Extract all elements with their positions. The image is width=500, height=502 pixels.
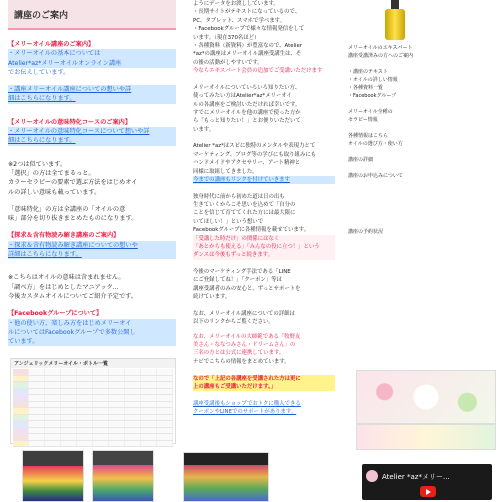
table-cell <box>13 389 29 395</box>
note-text: ルの詳しい意味も載っています。 <box>8 188 101 196</box>
table-cell <box>29 369 45 375</box>
table-cell <box>125 434 141 440</box>
table-cell <box>61 395 77 401</box>
text-line: 以下のリンクからご覧ください。 <box>193 319 274 326</box>
exploration-course-heading: 【探求＆含有物読み解き講座のご案内】 <box>8 232 120 240</box>
text-line: ナビでこちらの情報をまとめています。 <box>193 358 290 365</box>
table-cell <box>109 376 125 382</box>
text-line <box>348 100 494 108</box>
table-cell <box>29 382 45 388</box>
text-line: オイルの選び方・使い方 <box>348 141 403 147</box>
table-cell <box>29 395 45 401</box>
table-cell <box>157 408 173 414</box>
text-line: にご登録してね！」「クーポン」等は <box>193 277 282 284</box>
table-cell <box>13 441 29 447</box>
table-cell <box>157 441 173 447</box>
course-intro-heading: 【メリーオイル講座のご案内】 <box>8 41 95 48</box>
text-line: クーポンやLINEでのサポートがあります。 <box>193 409 297 415</box>
table-cell <box>45 402 61 408</box>
table-cell <box>29 408 45 414</box>
exploration-course-link-2[interactable]: 詳細はこちらになります。 <box>8 250 176 259</box>
table-cell <box>125 415 141 421</box>
note-text: ※2つは似ています。 <box>8 160 67 168</box>
table-cell <box>61 415 77 421</box>
table-cell <box>13 395 29 401</box>
table-cell <box>141 441 157 447</box>
flower-banner-image[interactable] <box>356 370 496 424</box>
text-line <box>348 276 494 284</box>
text-line: *az*の講座はメリーオイル講座受講生は、そ <box>193 51 302 58</box>
course-details-link-2[interactable]: 細はこちらになります。 <box>8 94 176 103</box>
text-line: ら「もっと知りたい！」とお便りいただいて <box>193 118 301 125</box>
facebook-group-text: ルについてはFacebookグループで多数公開し <box>8 328 176 337</box>
text-line: メリーオイル全種の <box>348 109 393 115</box>
table-cell <box>93 402 109 408</box>
online-course-link[interactable]: Atelier*az*メリーオイルオンライン講座 <box>8 59 176 68</box>
table-cell <box>157 382 173 388</box>
table-cell <box>77 389 93 395</box>
course-thumbnail[interactable] <box>22 450 84 502</box>
table-cell <box>61 382 77 388</box>
text-line: 各種情報はこちら <box>348 133 389 139</box>
table-cell <box>45 408 61 414</box>
text-line: セラピー情報 <box>348 117 378 123</box>
table-cell <box>93 395 109 401</box>
table-cell <box>109 395 125 401</box>
course-thumbnail[interactable] <box>183 452 269 502</box>
text-line: 今ならエキスパート会員の追加でご受講いただけます <box>193 68 323 74</box>
table-cell <box>61 408 77 414</box>
text-line <box>348 164 494 172</box>
right-column <box>348 44 494 284</box>
text-line: 講座受講後もショップでおトクに購入できる <box>193 400 301 407</box>
table-cell <box>93 428 109 434</box>
text-line: ルの各講座をご検討いただければ幸いです。 <box>193 101 301 108</box>
flower-banner-image-2[interactable] <box>356 424 496 450</box>
table-cell <box>29 376 45 382</box>
table-cell <box>13 376 29 382</box>
text-line: なので「上記の各講座を受講された方は更に <box>193 375 335 383</box>
sidebar-info-block <box>348 44 494 284</box>
table-cell <box>125 369 141 375</box>
table-cell <box>141 402 157 408</box>
table-cell <box>93 421 109 427</box>
course-thumbnail[interactable] <box>92 450 154 502</box>
table-cell <box>77 376 93 382</box>
meaning-course-link-2[interactable]: 細はこちらになります。 <box>8 136 176 145</box>
text-line: 独身時代に前から初めた道は日の出も <box>193 193 285 200</box>
text-line: います。 <box>193 126 215 133</box>
table-row <box>13 441 173 448</box>
oil-bottle-image <box>382 0 408 40</box>
table-cell <box>13 415 29 421</box>
left-column <box>8 40 176 352</box>
text-line: なお、メリーオイルの大師範である「牧野友 <box>193 333 301 340</box>
note-text: 今後カスタムオイルについてご紹介予定です。 <box>8 292 138 300</box>
table-cell <box>13 402 29 408</box>
table-cell <box>13 428 29 434</box>
table-cell <box>109 369 125 375</box>
table-cell <box>141 395 157 401</box>
table-cell <box>29 389 45 395</box>
text-line: 今後のマーケティング手法である「LINE <box>193 269 291 275</box>
text-line: ・各種資料（新資料）が豊富なので、Atelier <box>193 42 303 49</box>
channel-avatar <box>366 470 378 482</box>
meaning-course-heading: 【メリーオイルの意味特化コースのご案内】 <box>8 118 132 126</box>
text-line: 今までの講座もリンクを付けていきます <box>193 176 335 184</box>
table-cell <box>125 376 141 382</box>
table-cell <box>109 408 125 414</box>
middle-column <box>193 0 335 416</box>
youtube-play-icon[interactable] <box>420 486 436 497</box>
text-line: 講座の予約状況 <box>348 229 384 235</box>
table-cell <box>61 376 77 382</box>
table-cell <box>13 421 29 427</box>
table-cell <box>61 389 77 395</box>
table-cell <box>157 428 173 434</box>
text-line: すでにメリーオイルを他の講座で使った方か <box>193 109 301 116</box>
table-cell <box>125 402 141 408</box>
text-line: ようにデータをお渡ししています。 <box>193 1 279 7</box>
table-cell <box>125 441 141 447</box>
table-cell <box>141 408 157 414</box>
table-cell <box>61 402 77 408</box>
text-line <box>193 391 335 399</box>
text-line <box>348 204 494 212</box>
mini-table <box>13 369 173 441</box>
course-intro-text: でお伝えしています。 <box>8 68 70 76</box>
text-line: ダンスは今後もずっと続きます。 <box>193 251 335 259</box>
table-cell <box>109 421 125 427</box>
text-line: 生きていくからこそ思いを込めて「自分の <box>193 202 296 208</box>
text-line <box>348 268 494 276</box>
text-line: います。（現在370名ほど） <box>193 34 260 41</box>
text-line <box>193 75 335 83</box>
table-cell <box>77 421 93 427</box>
table-cell <box>77 395 93 401</box>
text-line <box>348 180 494 188</box>
text-line: の後の活動がしやすいです。 <box>193 59 263 66</box>
table-cell <box>141 376 157 382</box>
text-line <box>193 302 335 310</box>
table-cell <box>141 369 157 375</box>
table-cell <box>93 434 109 440</box>
table-cell <box>13 434 29 440</box>
table-cell <box>77 382 93 388</box>
table-cell <box>141 382 157 388</box>
note-text: 味」部分を切り抜きまとめたものになります。 <box>8 215 138 223</box>
table-cell <box>157 389 173 395</box>
table-cell <box>29 434 45 440</box>
bottle-list-table-image <box>10 358 176 444</box>
table-cell <box>77 408 93 414</box>
table-cell <box>157 369 173 375</box>
text-line <box>348 244 494 252</box>
table-cell <box>109 402 125 408</box>
table-cell <box>109 428 125 434</box>
table-cell <box>157 415 173 421</box>
text-line <box>348 252 494 260</box>
text-line <box>348 60 494 68</box>
table-cell <box>77 402 93 408</box>
description-text-block-2 <box>193 333 335 417</box>
text-line: 講座受講済みの方へのご案内 <box>348 53 414 59</box>
facebook-group-text: ています。 <box>8 337 176 346</box>
table-cell <box>93 389 109 395</box>
text-line: Atelier *az*はスピに独特のメンタルや表現力とて <box>193 143 316 150</box>
table-cell <box>109 415 125 421</box>
table-cell <box>77 441 93 447</box>
table-cell <box>45 376 61 382</box>
table-cell <box>125 389 141 395</box>
text-line <box>348 196 494 204</box>
text-line: メリーオイルのエキスパート <box>348 45 413 51</box>
text-line <box>348 188 494 196</box>
note-text: 「意味特化」の方は全講座の「オイルの意 <box>8 205 126 213</box>
text-line <box>348 148 494 156</box>
text-line: ハンドメイドやアクセサリー、アート精神と <box>193 160 301 167</box>
text-line: 講座のお申込みについて <box>348 173 403 179</box>
text-line: ・講座のテキスト <box>348 69 388 75</box>
table-cell <box>93 369 109 375</box>
text-line: 使ってみたい方はAtelier*az*メリーオイ <box>193 93 292 100</box>
video-title[interactable]: Atelier *az*メリー... <box>382 473 450 481</box>
table-cell <box>109 382 125 388</box>
table-cell <box>13 369 29 375</box>
text-line: 講座の詳細 <box>348 157 374 163</box>
text-line: 続けています。 <box>193 294 231 301</box>
video-embed[interactable] <box>362 464 492 500</box>
table-cell <box>141 421 157 427</box>
table-cell <box>29 415 45 421</box>
basic-info-link[interactable]: ・メリーオイルの基本については <box>8 49 176 58</box>
table-cell <box>157 376 173 382</box>
table-cell <box>61 441 77 447</box>
note-text: カラーセラピーの要素で選ぶ方法をはじめオイ <box>8 179 138 187</box>
text-line: メリーオイルについていろいろ知りたい方、 <box>193 84 301 91</box>
table-cell <box>77 434 93 440</box>
text-line <box>193 366 335 374</box>
table-cell <box>77 415 93 421</box>
table-cell <box>125 395 141 401</box>
table-cell <box>157 421 173 427</box>
table-cell <box>93 441 109 447</box>
text-line: ・Facebookグループで様々な情報発信をして <box>193 26 305 33</box>
table-cell <box>157 434 173 440</box>
text-line <box>348 236 494 244</box>
text-line: ・オイルの詳しい情報 <box>348 77 398 83</box>
section-header-title: 講座のご案内 <box>14 11 69 21</box>
table-cell <box>125 382 141 388</box>
table-cell <box>61 434 77 440</box>
table-cell <box>141 434 157 440</box>
table-cell <box>125 428 141 434</box>
table-cell <box>61 421 77 427</box>
text-line: ・長期サイトがテキストになっているので、 <box>193 9 301 16</box>
text-line <box>193 184 335 192</box>
text-line <box>193 260 335 268</box>
table-cell <box>29 402 45 408</box>
text-line: マーケティング、ブログ等の学びにも取り組みにも <box>193 151 317 158</box>
meaning-course-link[interactable]: ・メリーオイルの意味特化コースについて想いや詳 <box>8 127 176 136</box>
text-line: ・各種資料一覧 <box>348 85 384 91</box>
text-line: ことを信じて育ててくれた方には最大限に <box>193 210 296 217</box>
text-line: 三名の方とは公式に連携しています。 <box>193 350 285 357</box>
text-line <box>348 212 494 220</box>
table-cell <box>93 408 109 414</box>
table-cell <box>77 428 93 434</box>
table-cell <box>109 389 125 395</box>
table-cell <box>141 415 157 421</box>
table-cell <box>29 421 45 427</box>
text-line: なお、メリーオイル講座についての詳細は <box>193 310 295 317</box>
text-line: Facebookグループに各種情報を載せています。 <box>193 227 310 234</box>
text-line: PC、タブレット、スマホで学べます。 <box>193 17 285 24</box>
text-line: 美さん・ななつみさん・ドリームさん」の <box>193 342 296 348</box>
table-cell <box>125 421 141 427</box>
table-cell <box>61 369 77 375</box>
facebook-group-heading: 【Facebookグループについて】 <box>8 310 103 318</box>
text-line <box>193 134 335 142</box>
table-caption: アンジェリックメリーオイル・ボトル一覧 <box>11 359 175 368</box>
text-line: 「受講した時だけ」の関係にはなく <box>193 235 335 243</box>
table-cell <box>13 408 29 414</box>
table-cell <box>45 421 61 427</box>
table-cell <box>45 369 61 375</box>
table-cell <box>141 389 157 395</box>
text-line: 講座受講者のみの安心と、ずっとサポートを <box>193 285 301 292</box>
description-text-block <box>193 0 335 327</box>
note-text: 「調べ方」をはじめとしたマニアック... <box>8 283 119 291</box>
note-text: 「選択」の方は全てまるっと。 <box>8 169 95 177</box>
facebook-group-text: ・他の使い方、楽しみ方をはじめメリーオイ <box>8 319 176 328</box>
text-line: 上の講座もご受講いただけます。」 <box>193 383 335 391</box>
text-line: 同様に取組してきました。 <box>193 168 258 175</box>
table-cell <box>45 441 61 447</box>
table-cell <box>45 382 61 388</box>
table-cell <box>45 434 61 440</box>
table-cell <box>77 369 93 375</box>
text-line: いてほしい！」という想いで <box>193 218 264 225</box>
table-cell <box>157 402 173 408</box>
table-cell <box>109 441 125 447</box>
table-cell <box>29 441 45 447</box>
table-cell <box>61 428 77 434</box>
course-details-link[interactable]: ・講座メリーオイル講座についての想いや詳 <box>8 85 176 94</box>
note-text: ※こちらはオイルの意味は含まれません。 <box>8 274 125 282</box>
table-cell <box>141 428 157 434</box>
text-line: 「あとからも使える」「みんなの役に立つ！」という <box>193 243 335 251</box>
table-cell <box>125 408 141 414</box>
exploration-course-link[interactable]: ・探求＆含有物読み解き講座についての想いや <box>8 241 176 250</box>
table-cell <box>45 428 61 434</box>
table-cell <box>45 415 61 421</box>
table-cell <box>93 382 109 388</box>
table-cell <box>13 382 29 388</box>
table-cell <box>93 376 109 382</box>
text-line <box>348 220 494 228</box>
text-line: ・Facebookグループ <box>348 93 397 99</box>
table-cell <box>45 395 61 401</box>
table-cell <box>109 434 125 440</box>
table-cell <box>45 389 61 395</box>
table-cell <box>29 428 45 434</box>
table-cell <box>93 415 109 421</box>
table-cell <box>157 395 173 401</box>
text-line <box>348 260 494 268</box>
text-line <box>348 124 494 132</box>
